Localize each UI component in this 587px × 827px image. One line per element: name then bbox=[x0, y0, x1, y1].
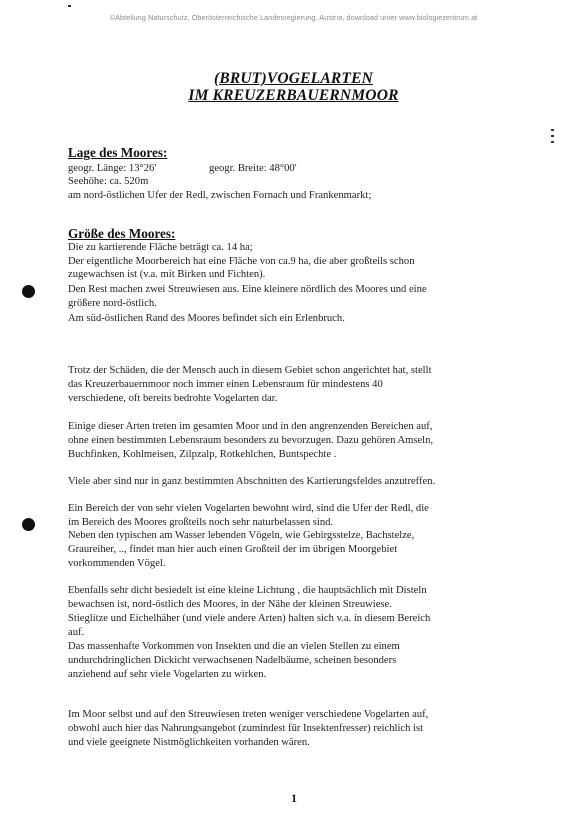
body-line: undurchdringlichen Dickicht verwachsenen Nadelbäume, scheinen besonders bbox=[68, 655, 397, 666]
groesse-line: Die zu kartierende Fläche beträgt ca. 14 ha; bbox=[68, 242, 253, 253]
body-line: obwohl auch hier das Nahrungsangebot (zumindest für Insektenfresser) reichlich ist bbox=[68, 723, 424, 734]
download-credit: ©Abteilung Naturschutz, Oberösterreichische Landesregierung, Austria, download unter www.biologiezentrum.at bbox=[109, 13, 478, 22]
scan-speck bbox=[551, 129, 554, 131]
punch-hole-mark bbox=[22, 518, 35, 531]
body-line: ohne einen bestimmten Lebensraum besonders zu bevorzugen. Dazu gehören Amseln, bbox=[68, 435, 434, 446]
body-line: Ebenfalls sehr dicht besiedelt ist eine kleine Lichtung , die hauptsächlich mit Disteln bbox=[68, 585, 427, 596]
body-line: Buchfinken, Kohlmeisen, Zilpzalp, Rotkehlchen, Buntspechte . bbox=[68, 449, 337, 460]
page-number: 1 bbox=[291, 791, 297, 805]
title-line-2: IM KREUZERBAUERNMOOR bbox=[188, 87, 399, 104]
body-line: Trotz der Schäden, die der Mensch auch in diesem Gebiet schon angerichtet hat, stellt bbox=[68, 365, 432, 376]
groesse-line: Den Rest machen zwei Streuwiesen aus. Eine kleinere nördlich des Moores und eine bbox=[68, 284, 427, 295]
groesse-line: zugewachsen ist (v.a. mit Birken und Fichten). bbox=[68, 269, 266, 280]
title-line-1: (BRUT)VOGELARTEN bbox=[213, 70, 374, 87]
scan-speck bbox=[551, 135, 554, 137]
body-line: im Bereich des Moores großteils noch sehr naturbelassen sind. bbox=[68, 517, 334, 528]
body-line: Einige dieser Arten treten im gesamten Moor und in den angrenzenden Bereichen auf, bbox=[68, 421, 433, 432]
body-line: anziehend auf sehr viele Vogelarten zu wirken. bbox=[68, 669, 267, 680]
lage-laenge: geogr. Länge: 13°26' bbox=[68, 163, 157, 174]
body-line: auf. bbox=[68, 627, 85, 638]
body-line: das Kreuzerbauernmoor noch immer einen Lebensraum für mindestens 40 bbox=[68, 379, 383, 390]
groesse-heading: Größe des Moores: bbox=[68, 226, 176, 241]
groesse-line: Am süd-östlichen Rand des Moores befindet sich ein Erlenbruch. bbox=[68, 313, 345, 324]
groesse-line: Der eigentliche Moorbereich hat eine Fläche von ca.9 ha, die aber großteils schon bbox=[68, 256, 415, 267]
body-line: bewachsen ist, nord-östlich des Moores, in der Nähe der kleinen Streuwiese. bbox=[68, 599, 392, 610]
lage-breite: geogr. Breite: 48°00' bbox=[209, 163, 297, 174]
body-line: Das massenhafte Vorkommen von Insekten und die an vielen Stellen zu einem bbox=[68, 641, 400, 652]
lage-heading: Lage des Moores: bbox=[68, 145, 168, 160]
body-line: Graureiher, .., findet man hier auch einen Großteil der im übrigen Moorgebiet bbox=[68, 544, 398, 555]
body-line: verschiedene, oft bereits bedrohte Vogelarten dar. bbox=[68, 393, 278, 404]
body-line: Neben den typischen am Wasser lebenden Vögeln, wie Gebirgsstelze, Bachstelze, bbox=[68, 530, 415, 541]
scan-speck bbox=[551, 141, 554, 143]
body-line: Viele aber sind nur in ganz bestimmten Abschnitten des Kartierungsfeldes anzutreffen. bbox=[68, 476, 436, 487]
body-line: vorkommenden Vögel. bbox=[68, 558, 166, 569]
groesse-line: größere nord-östlich. bbox=[68, 298, 157, 309]
lage-ufer: am nord-östlichen Ufer der Redl, zwischen Fornach und Frankenmarkt; bbox=[68, 190, 372, 201]
scan-speck bbox=[68, 5, 71, 7]
body-line: Ein Bereich der von sehr vielen Vogelarten bewohnt wird, sind die Ufer der Redl, die bbox=[68, 503, 429, 514]
punch-hole-mark bbox=[22, 285, 35, 298]
body-line: Stieglitze und Eichelhäher (und viele andere Arten) halten sich v.a. in diesem Bereich bbox=[68, 613, 431, 624]
body-line: und viele geeignete Nistmöglichkeiten vorhanden wären. bbox=[68, 737, 310, 748]
lage-seehoehe: Seehöhe: ca. 520m bbox=[68, 176, 149, 187]
body-line: Im Moor selbst und auf den Streuwiesen treten weniger verschiedene Vogelarten auf, bbox=[68, 709, 429, 720]
